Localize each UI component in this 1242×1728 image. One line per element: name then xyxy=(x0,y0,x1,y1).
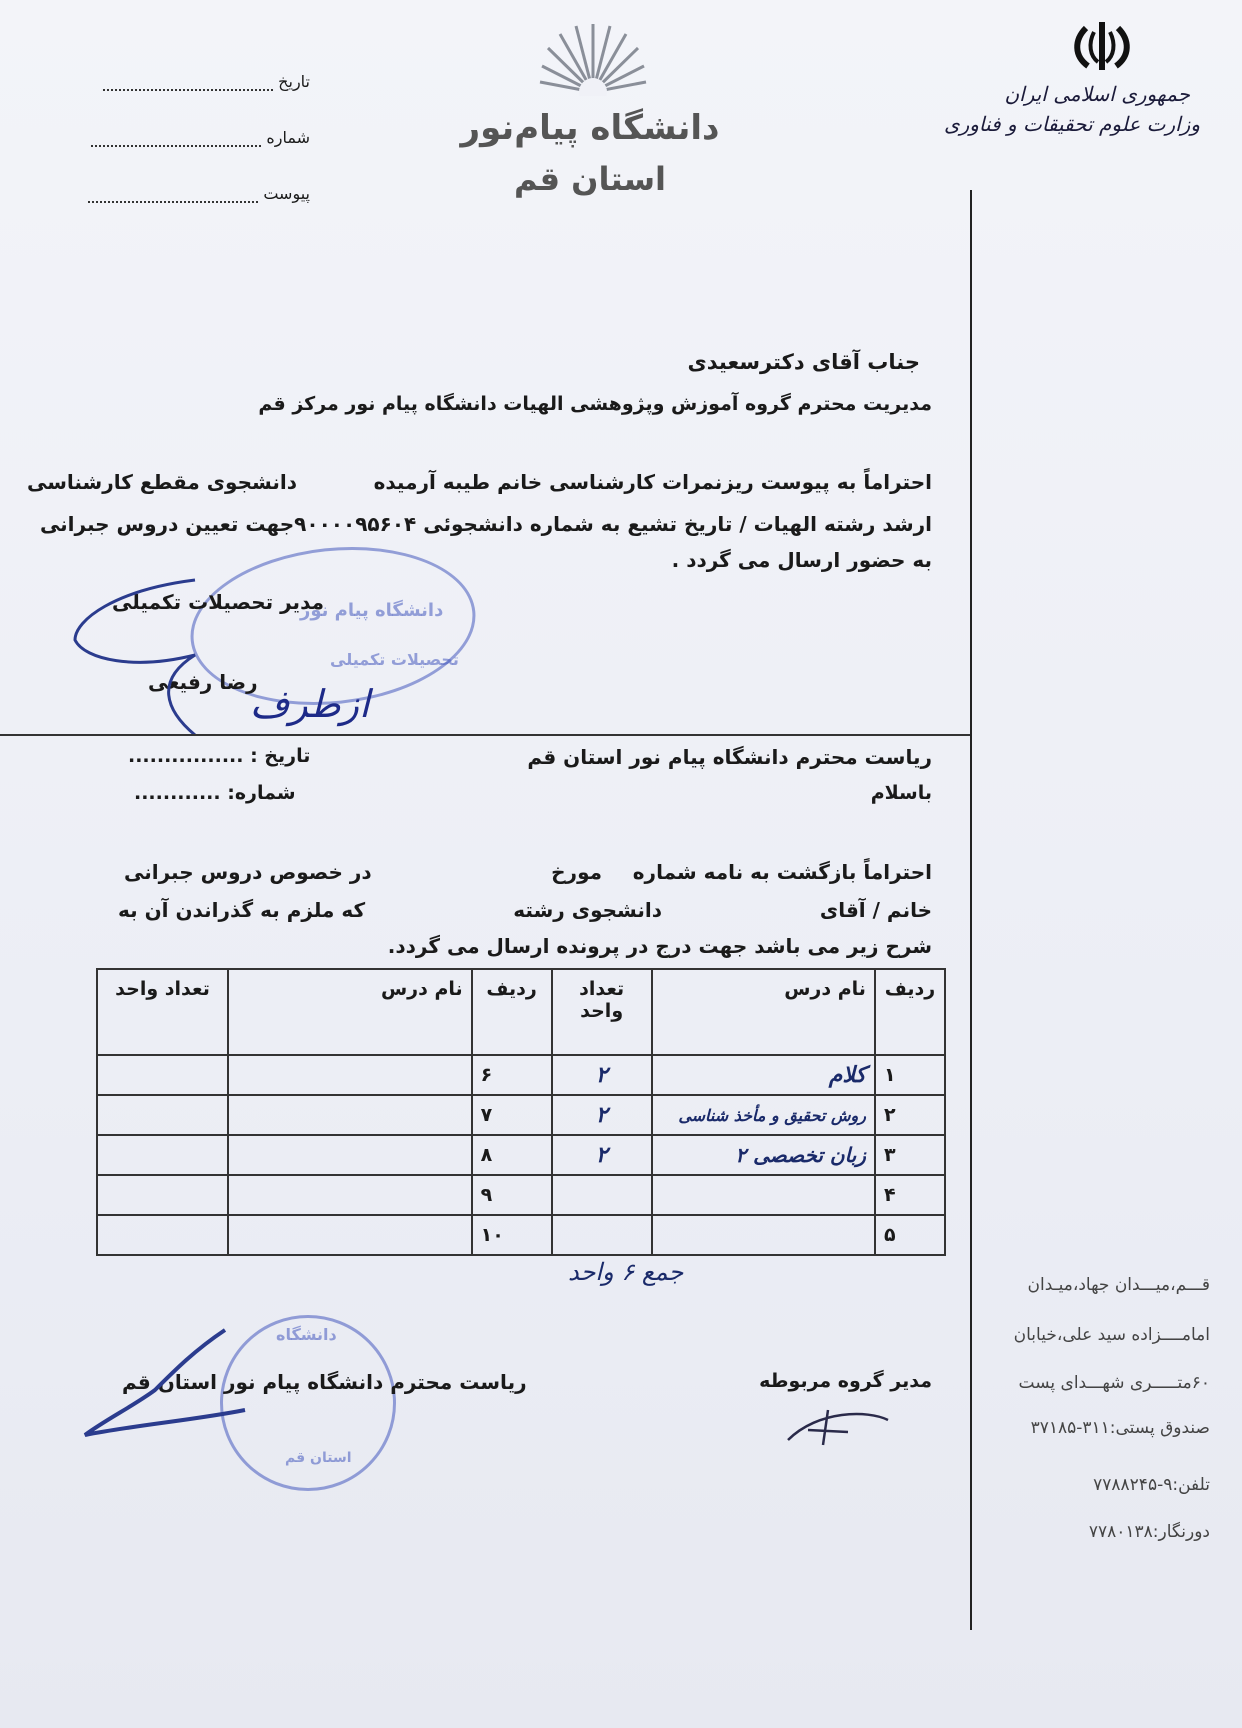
address-line-4: صندوق پستی:۳۱۱-۳۷۱۸۵ xyxy=(1030,1418,1210,1438)
row-units-2 xyxy=(97,1055,228,1095)
letter1-body-line1: احتراماً به پیوست ریزنمرات کارشناسی خانم طیبه آرمیده دانشجوی مقطع کارشناسی xyxy=(26,470,932,494)
address-line-1: قـــم،میـــدان جهاد،میـدان xyxy=(1027,1275,1210,1295)
president-label: ریاست محترم دانشگاه پیام نور استان قم xyxy=(122,1370,527,1394)
row-units xyxy=(552,1175,652,1215)
row-units-2 xyxy=(97,1215,228,1255)
letter2-recipient: ریاست محترم دانشگاه پیام نور استان قم xyxy=(527,745,932,769)
payame-noor-logo-icon xyxy=(538,20,648,96)
letter2-greeting: باسلام xyxy=(870,782,932,804)
row-course-2 xyxy=(228,1055,472,1095)
table-row xyxy=(97,1215,945,1255)
table-row xyxy=(97,1095,945,1135)
stamp-2-text-2: استان قم xyxy=(285,1450,352,1466)
row-no: ۳ xyxy=(875,1135,945,1175)
row-course-2 xyxy=(228,1215,472,1255)
row-no: ۲ xyxy=(875,1095,945,1135)
date-label: تاریخ xyxy=(278,72,310,91)
ministry-line-2: وزارت علوم تحقیقات و فناوری xyxy=(943,112,1200,136)
table-row xyxy=(97,1175,945,1215)
row-units: ۲ xyxy=(552,1095,652,1135)
header-units: تعداد واحد xyxy=(552,969,652,1055)
attachment-dots xyxy=(88,187,258,203)
phone-number: تلفن:۹-۷۷۸۸۲۴۵ xyxy=(1093,1475,1210,1495)
table-row xyxy=(97,1135,945,1175)
address-line-3: ۶۰متـــــری شهـــدای پست xyxy=(1018,1373,1210,1393)
stamp-2-text: دانشگاه xyxy=(276,1325,337,1344)
letter1-body-line3: به حضور ارسال می گردد . xyxy=(671,548,932,572)
header-row-no-2: ردیف xyxy=(472,969,552,1055)
number-label: شماره xyxy=(266,128,310,147)
row-no-2: ۸ xyxy=(472,1135,552,1175)
table-row xyxy=(97,1055,945,1095)
row-no-2: ۱۰ xyxy=(472,1215,552,1255)
signature-stroke-1 xyxy=(55,560,255,750)
attachment-label: پیوست xyxy=(263,184,310,203)
row-course: زبان تخصصی ۲ xyxy=(652,1135,875,1175)
fax-number: دورنگار:۷۷۸۰۱۳۸ xyxy=(1088,1522,1210,1542)
letter1-recipient: جناب آقای دکترسعیدی xyxy=(687,350,920,374)
letter2-summary: شرح زیر می باشد جهت درج در پرونده ارسال می گردد. xyxy=(387,934,932,958)
letter2-student-a: خانم / آقای xyxy=(819,898,932,922)
row-course: روش تحقیق و مأخذ شناسی xyxy=(652,1095,875,1135)
row-course-2 xyxy=(228,1135,472,1175)
row-units-2 xyxy=(97,1095,228,1135)
letter2-student-b: دانشجوی رشته xyxy=(513,898,662,922)
row-course-2 xyxy=(228,1175,472,1215)
row-units: ۲ xyxy=(552,1135,652,1175)
total-units-note: جمع ۶ واحد xyxy=(568,1258,684,1286)
president-signature xyxy=(75,1310,275,1450)
stamp-text-2: تحصیلات تکمیلی xyxy=(330,650,459,669)
letter2-ref-b: مورخ xyxy=(551,860,602,884)
row-no-2: ۹ xyxy=(472,1175,552,1215)
row-no-2: ۷ xyxy=(472,1095,552,1135)
iran-emblem-icon xyxy=(1062,16,1142,76)
row-units xyxy=(552,1215,652,1255)
row-no: ۱ xyxy=(875,1055,945,1095)
row-no-2: ۶ xyxy=(472,1055,552,1095)
date-field xyxy=(70,72,310,91)
row-course xyxy=(652,1175,875,1215)
header-course: نام درس xyxy=(652,969,875,1055)
address-line-2: امامــــزاده سید علی،خیابان xyxy=(1013,1325,1210,1345)
row-units: ۲ xyxy=(552,1055,652,1095)
university-name: دانشگاه پیام‌نور xyxy=(460,108,720,148)
letter2-number: شماره: ............ xyxy=(134,782,296,804)
letter2-student-c: که ملزم به گذراندن آن به xyxy=(118,898,366,922)
ministry-line-1: جمهوری اسلامی ایران xyxy=(1004,82,1190,106)
stamp-text-1: دانشگاه پیام نور xyxy=(300,600,444,621)
province-name: استان قم xyxy=(513,160,666,198)
letter1-body-line2: ارشد رشته الهیات / تاریخ تشیع به شماره دانشجوئی ۹۰۰۰۰۹۵۶۰۴جهت تعیین دروس جبرانی xyxy=(39,512,932,536)
row-no: ۵ xyxy=(875,1215,945,1255)
row-no: ۴ xyxy=(875,1175,945,1215)
row-course-2 xyxy=(228,1095,472,1135)
letter1-signer-title: مدیر تحصیلات تکمیلی xyxy=(112,590,325,614)
row-units-2 xyxy=(97,1135,228,1175)
letter1-signer-name: رضا رفیعی xyxy=(148,670,258,694)
letter2-date: تاریخ : ................ xyxy=(128,745,311,767)
row-course: کلام xyxy=(652,1055,875,1095)
letter1-recipient-title: مدیریت محترم گروه آموزش وپژوهشی الهیات دانشگاه پیام نور مرکز قم xyxy=(258,393,932,415)
row-course xyxy=(652,1215,875,1255)
table-header-row xyxy=(97,969,945,1055)
margin-divider xyxy=(970,190,972,1630)
row-units-2 xyxy=(97,1175,228,1215)
attachment-field xyxy=(70,184,310,203)
header-row-no: ردیف xyxy=(875,969,945,1055)
number-field xyxy=(70,128,310,147)
number-dots xyxy=(91,131,261,147)
header-units-2: تعداد واحد xyxy=(97,969,228,1055)
letter2-ref-c: در خصوص دروس جبرانی xyxy=(124,860,372,884)
courses-table xyxy=(96,968,946,1256)
date-dots xyxy=(103,75,273,91)
section-divider xyxy=(0,734,970,736)
letter2-ref-a: احتراماً بازگشت به نامه شماره xyxy=(632,860,932,884)
group-head-signature xyxy=(778,1400,898,1450)
letter1-signature: ازطرف xyxy=(250,682,370,726)
group-head-label: مدیر گروه مربوطه xyxy=(759,1370,932,1392)
header-course-2: نام درس xyxy=(228,969,472,1055)
